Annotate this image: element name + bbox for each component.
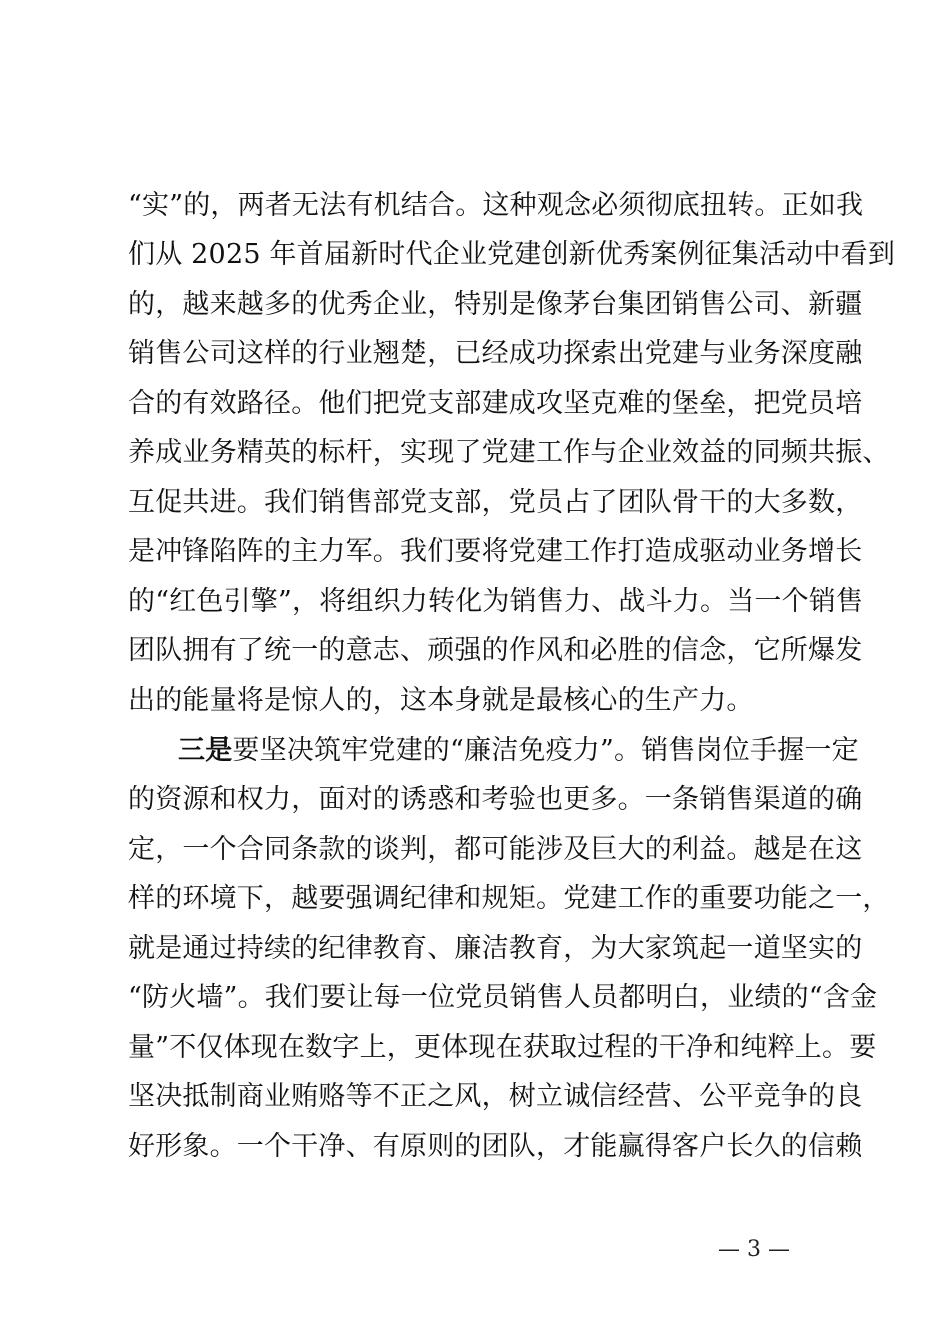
paragraph-1-line: 的，越来越多的优秀企业，特别是像茅台集团销售公司、新疆	[128, 289, 863, 320]
paragraph-1-line: 团队拥有了统一的意志、顽强的作风和必胜的信念，它所爆发	[128, 635, 863, 666]
paragraph-2-first-text: 要坚决筑牢党建的“廉洁免疫力”。销售岗位手握一定	[232, 735, 859, 766]
paragraph-2-line: 样的环境下，越要强调纪律和规矩。党建工作的重要功能之一，	[128, 883, 890, 914]
paragraph-2-line: “防火墙”。我们要让每一位党员销售人员都明白，业绩的“含金	[128, 982, 878, 1013]
paragraph-2-line: 的资源和权力，面对的诱惑和考验也更多。一条销售渠道的确	[128, 784, 863, 815]
paragraph-2-line: 就是通过持续的纪律教育、廉洁教育，为大家筑起一道坚实的	[128, 933, 863, 964]
paragraph-2-line: 坚决抵制商业贿赂等不正之风，树立诚信经营、公平竞争的良	[128, 1081, 863, 1112]
paragraph-1-line: 们从 2025 年首届新时代企业党建创新优秀案例征集活动中看到	[128, 239, 896, 270]
paragraph-2-line: 定，一个合同条款的谈判，都可能涉及巨大的利益。越是在这	[128, 834, 863, 865]
paragraph-1-line: 的“红色引擎”，将组织力转化为销售力、战斗力。当一个销售	[128, 586, 864, 617]
paragraph-1-line: 销售公司这样的行业翘楚，已经成功探索出党建与业务深度融	[128, 338, 863, 369]
paragraph-1-line: “实”的，两者无法有机结合。这种观念必须彻底扭转。正如我	[128, 190, 864, 221]
page-number: — 3 —	[718, 1237, 790, 1262]
paragraph-2-line: 量”不仅体现在数字上，更体现在获取过程的干净和纯粹上。要	[128, 1032, 877, 1063]
paragraph-2-lead: 三是	[178, 735, 233, 766]
paragraph-1-line: 是冲锋陷阵的主力军。我们要将党建工作打造成驱动业务增长	[128, 536, 863, 567]
paragraph-1-line: 出的能量将是惊人的，这本身就是最核心的生产力。	[128, 685, 754, 716]
paragraph-2-first-line	[178, 736, 859, 766]
paragraph-1-line: 合的有效路径。他们把党支部建成攻坚克难的堡垒，把党员培	[128, 388, 863, 419]
paragraph-2-line: 好形象。一个干净、有原则的团队，才能赢得客户长久的信赖	[128, 1131, 863, 1162]
paragraph-1-line: 互促共进。我们销售部党支部，党员占了团队骨干的大多数，	[128, 487, 863, 518]
paragraph-1-line: 养成业务精英的标杆，实现了党建工作与企业效益的同频共振、	[128, 437, 890, 468]
